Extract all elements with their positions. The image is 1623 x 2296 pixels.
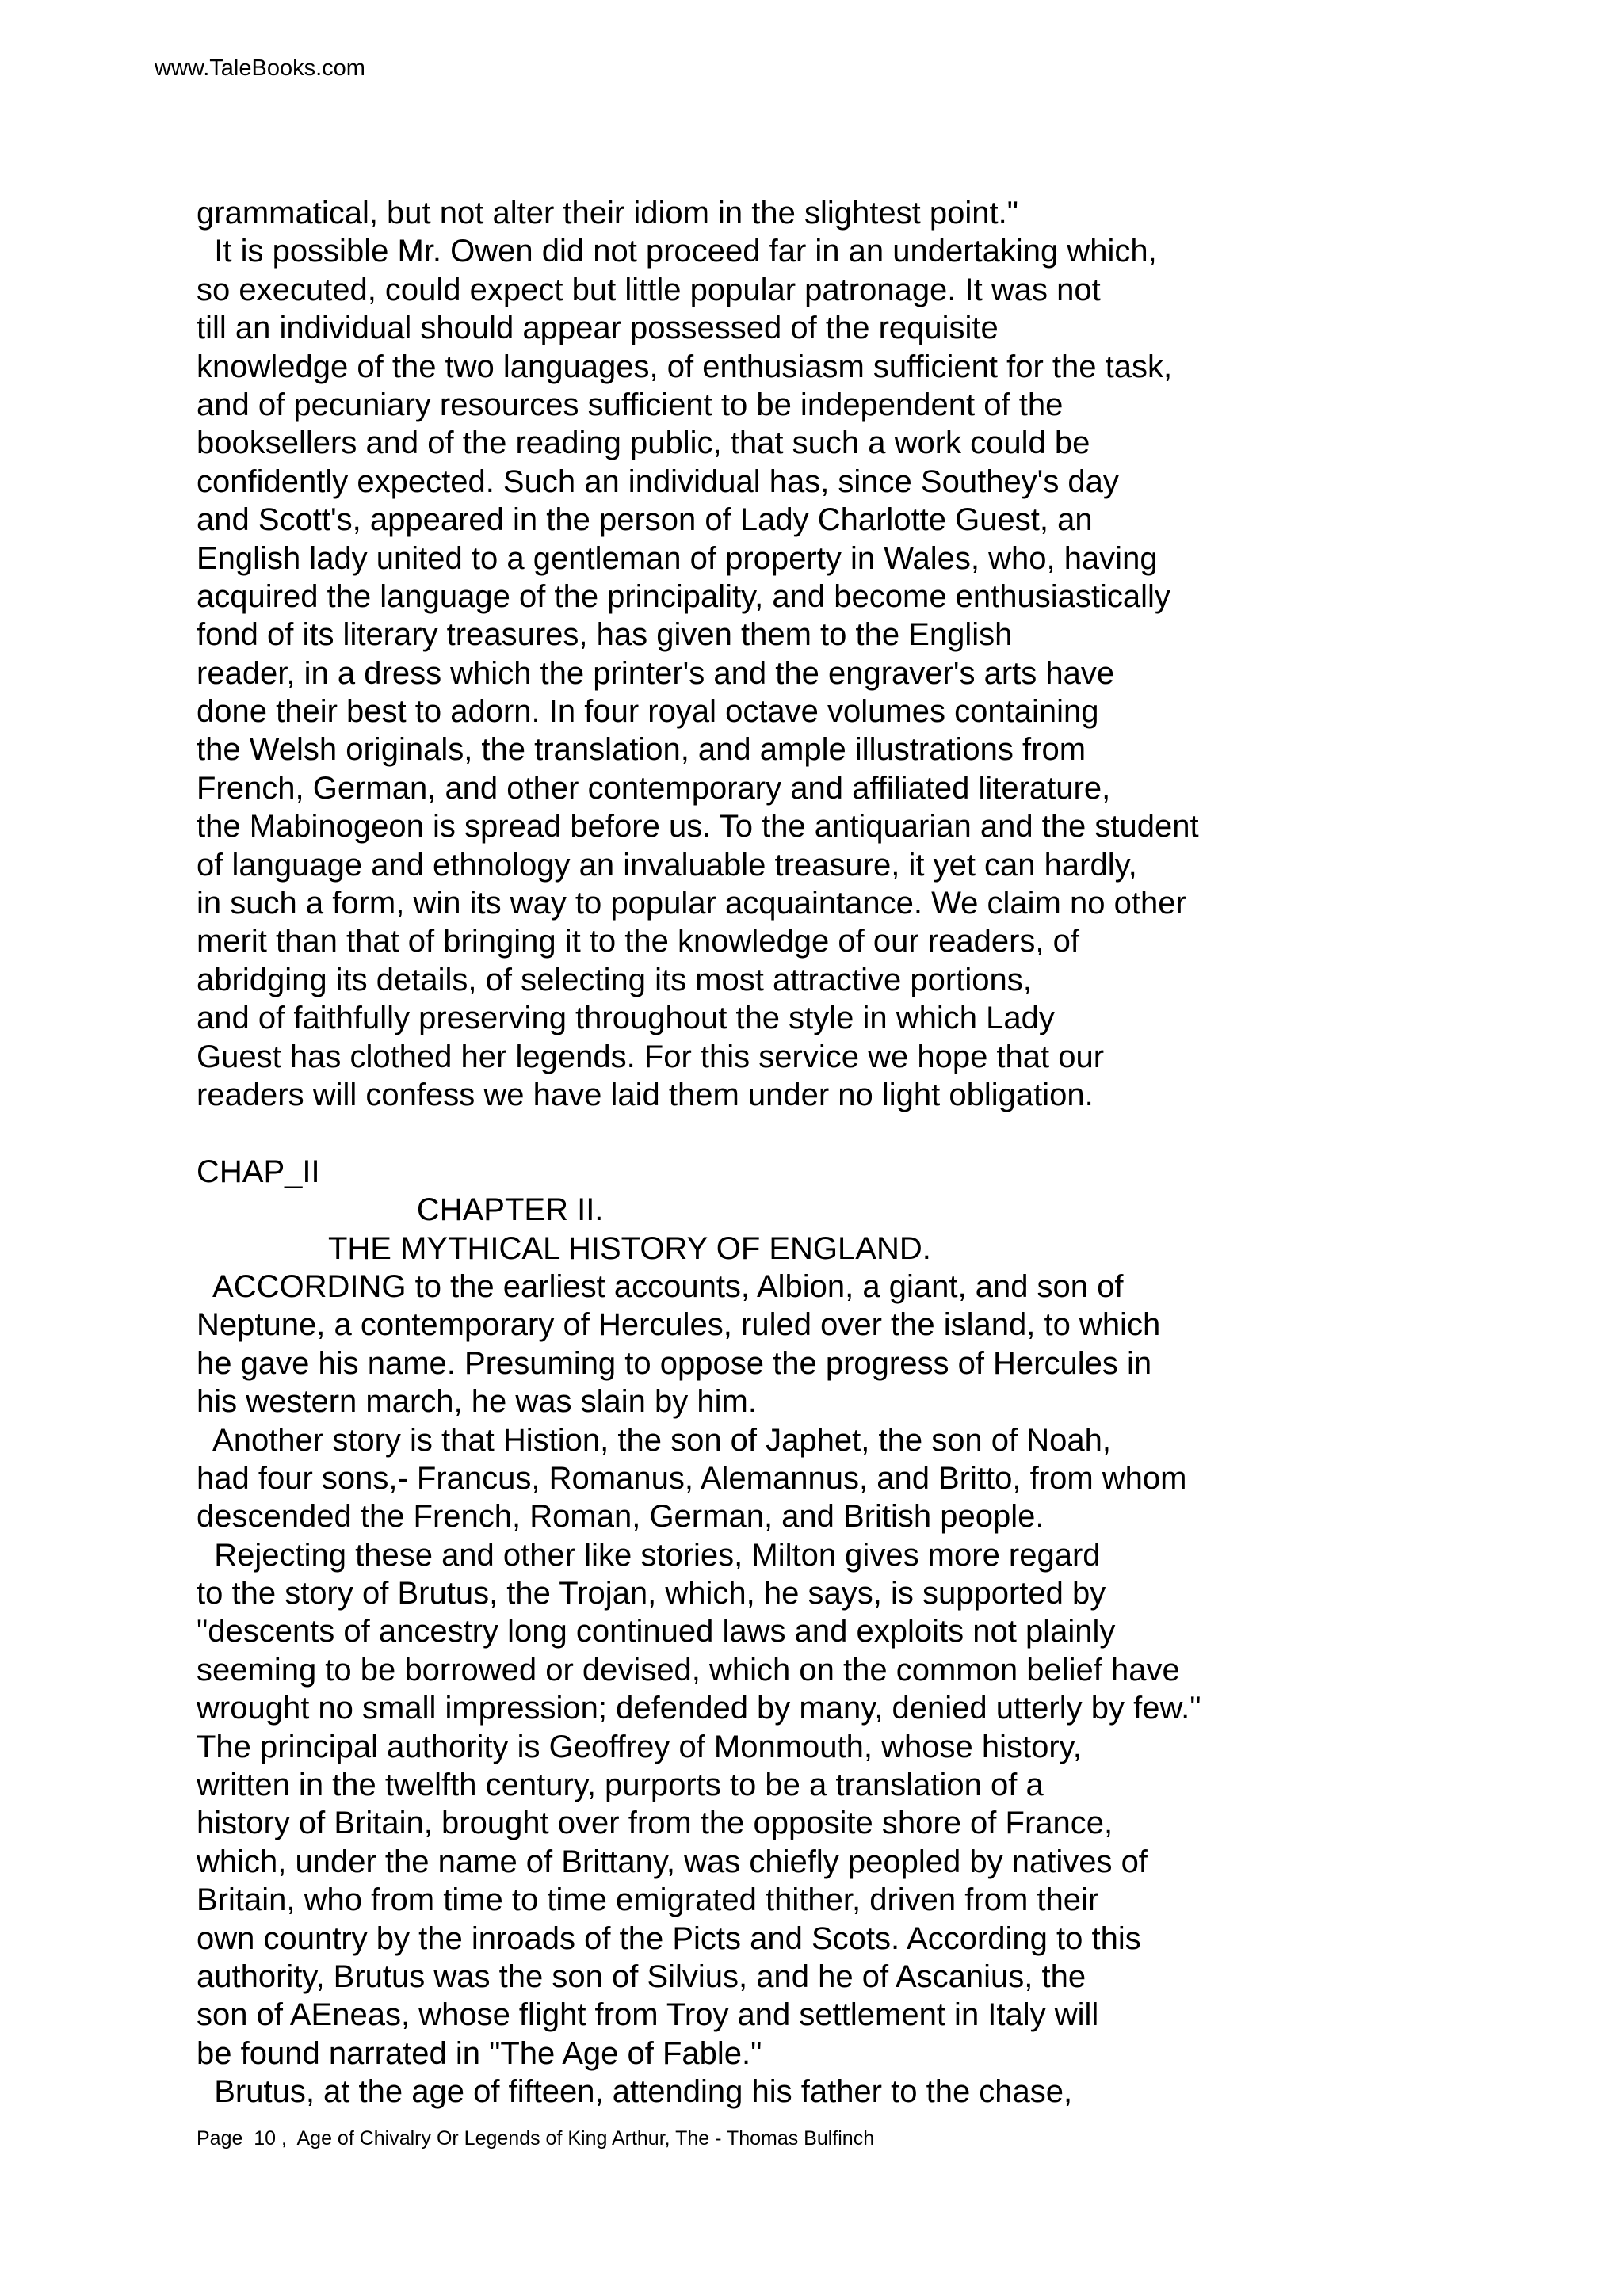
- text-line: done their best to adorn. In four royal octave volumes containing: [197, 694, 1099, 730]
- text-line: Neptune, a contemporary of Hercules, ruled over the island, to which: [197, 1307, 1161, 1343]
- text-line: authority, Brutus was the son of Silvius, and he of Ascanius, the: [197, 1958, 1086, 1994]
- text-line: knowledge of the two languages, of enthusiasm sufficient for the task,: [197, 349, 1173, 384]
- text-line: of language and ethnology an invaluable treasure, it yet can hardly,: [197, 847, 1137, 883]
- text-line: descended the French, Roman, German, and British people.: [197, 1499, 1044, 1535]
- text-line: so executed, could expect but little popular patronage. It was not: [197, 272, 1101, 307]
- text-line: to the story of Brutus, the Trojan, which, he says, is supported by: [197, 1576, 1106, 1611]
- text-line: be found narrated in "The Age of Fable.": [197, 2035, 762, 2071]
- site-header: www.TaleBooks.com: [155, 55, 365, 81]
- text-line: seeming to be borrowed or devised, which on the common belief have: [197, 1652, 1180, 1688]
- text-line: son of AEneas, whose flight from Troy and settlement in Italy will: [197, 1997, 1099, 2033]
- text-line: Britain, who from time to time emigrated thither, driven from their: [197, 1882, 1099, 1918]
- page-footer: Page 10 , Age of Chivalry Or Legends of King Arthur, The - Thomas Bulfinch: [197, 2127, 875, 2149]
- text-line: in such a form, win its way to popular acquaintance. We claim no other: [197, 886, 1186, 921]
- text-line: which, under the name of Brittany, was chiefly peopled by natives of: [197, 1844, 1148, 1879]
- chapter-heading: CHAPTER II.: [197, 1192, 604, 1228]
- chapter-title: THE MYTHICAL HISTORY OF ENGLAND.: [197, 1230, 931, 1266]
- text-line: his western march, he was slain by him.: [197, 1384, 757, 1420]
- text-line: merit than that of bringing it to the knowledge of our readers, of: [197, 924, 1079, 959]
- text-line: ACCORDING to the earliest accounts, Albion, a giant, and son of: [197, 1268, 1124, 1304]
- chapter-marker: CHAP_II: [197, 1154, 320, 1189]
- text-line: readers will confess we have laid them under no light obligation.: [197, 1077, 1094, 1112]
- text-line: he gave his name. Presuming to oppose the progress of Hercules in: [197, 1345, 1152, 1381]
- text-line: Another story is that Histion, the son of Japhet, the son of Noah,: [197, 1422, 1112, 1458]
- text-line: wrought no small impression; defended by many, denied utterly by few.": [197, 1691, 1201, 1726]
- text-line: grammatical, but not alter their idiom in the slightest point.": [197, 196, 1018, 231]
- text-line: It is possible Mr. Owen did not proceed far in an undertaking which,: [197, 234, 1157, 269]
- text-line: and of pecuniary resources sufficient to be independent of the: [197, 387, 1064, 422]
- text-line: history of Britain, brought over from the opposite shore of France,: [197, 1806, 1113, 1841]
- text-line: confidently expected. Such an individual has, since Southey's day: [197, 463, 1119, 499]
- text-line: English lady united to a gentleman of property in Wales, who, having: [197, 540, 1158, 576]
- text-line: acquired the language of the principality, and become enthusiastically: [197, 578, 1170, 614]
- text-line: and of faithfully preserving throughout the style in which Lady: [197, 1001, 1055, 1036]
- text-line: till an individual should appear possessed of the requisite: [197, 311, 999, 346]
- text-line: fond of its literary treasures, has given them to the English: [197, 617, 1013, 653]
- text-line: "descents of ancestry long continued laws and exploits not plainly: [197, 1614, 1116, 1650]
- text-line: written in the twelfth century, purports to be a translation of a: [197, 1768, 1044, 1803]
- text-line: Rejecting these and other like stories, Milton gives more regard: [197, 1537, 1101, 1573]
- text-line: Guest has clothed her legends. For this service we hope that our: [197, 1039, 1105, 1074]
- text-line: booksellers and of the reading public, that such a work could be: [197, 425, 1090, 461]
- text-line: the Welsh originals, the translation, and ample illustrations from: [197, 732, 1086, 768]
- text-line: and Scott's, appeared in the person of Lady Charlotte Guest, an: [197, 502, 1093, 538]
- text-line: Brutus, at the age of fifteen, attending his father to the chase,: [197, 2074, 1073, 2110]
- text-line: abridging its details, of selecting its most attractive portions,: [197, 962, 1032, 997]
- text-line: French, German, and other contemporary and affiliated literature,: [197, 770, 1111, 806]
- text-line: own country by the inroads of the Picts and Scots. According to this: [197, 1920, 1141, 1956]
- text-line: the Mabinogeon is spread before us. To the antiquarian and the student: [197, 809, 1199, 845]
- text-line: The principal authority is Geoffrey of Monmouth, whose history,: [197, 1729, 1082, 1764]
- blank-line: [197, 1114, 1544, 1152]
- text-line: reader, in a dress which the printer's and the engraver's arts have: [197, 655, 1115, 691]
- text-line: had four sons,- Francus, Romanus, Alemannus, and Britto, from whom: [197, 1460, 1187, 1496]
- page-body: [197, 194, 1544, 2111]
